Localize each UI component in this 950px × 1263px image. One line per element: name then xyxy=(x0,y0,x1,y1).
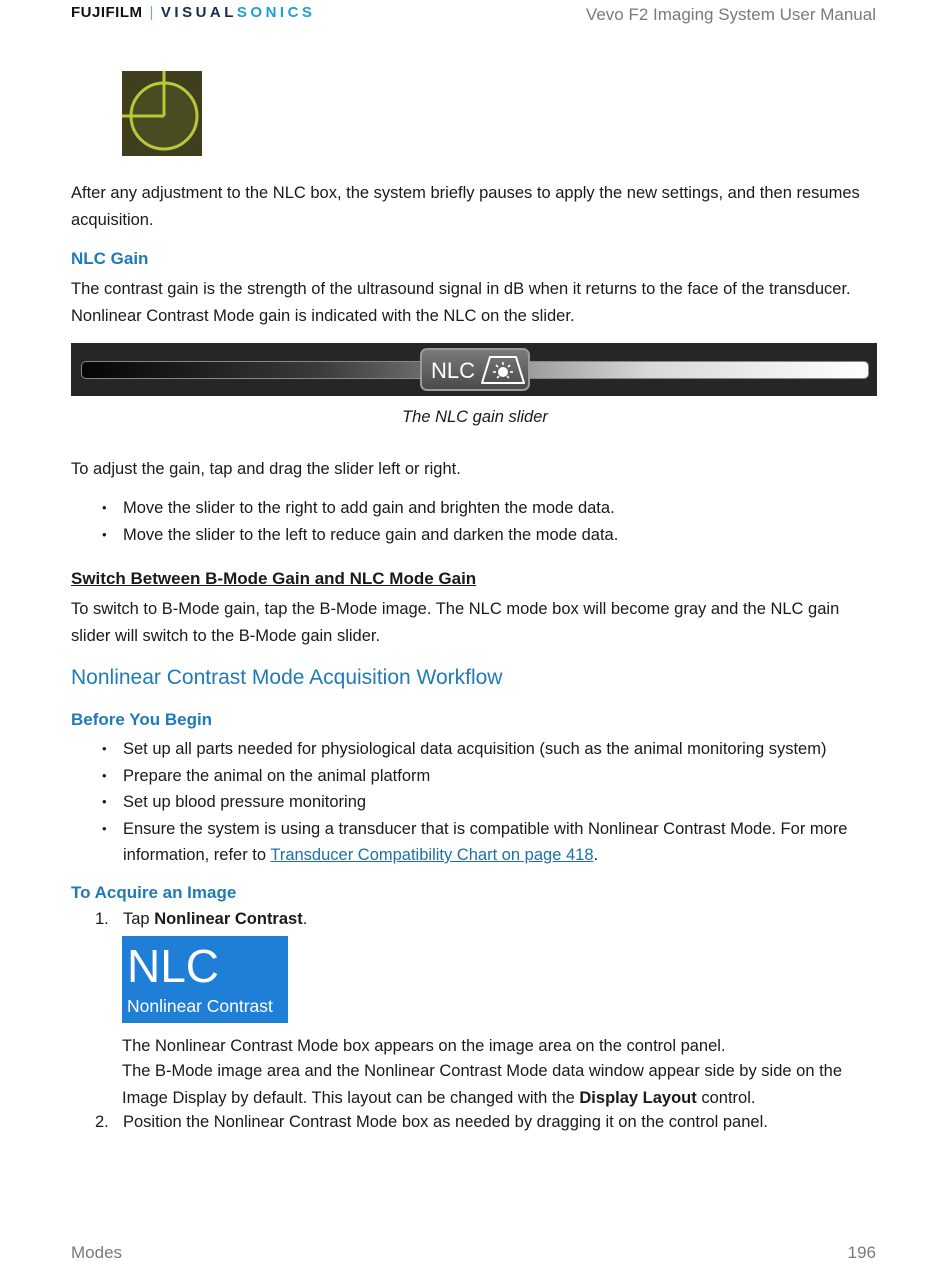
step-1-suffix: . xyxy=(302,910,308,928)
note-2-prefix: The B-Mode image area and the Nonlinear Contrast Mode data window appear side by side on the Image Display by default. This layout can be changed with the xyxy=(122,1062,843,1107)
footer-section: Modes xyxy=(71,1243,123,1262)
list-item: • Set up blood pressure monitoring xyxy=(71,789,881,816)
nlc-box-icon xyxy=(122,71,202,156)
list-item: • Move the slider to the right to add gain and brighten the mode data. xyxy=(71,495,881,522)
list-item: • Set up all parts needed for physiological data acquisition (such as the animal monitoring system) xyxy=(71,736,881,763)
intro-paragraph: After any adjustment to the NLC box, the system briefly pauses to apply the new settings, and then resumes acquisition. xyxy=(71,184,860,229)
step-1-prefix: Tap xyxy=(123,910,155,928)
step-1-note-1: The Nonlinear Contrast Mode box appears on the image area on the control panel. xyxy=(122,1037,726,1055)
adjust-paragraph: To adjust the gain, tap and drag the slider left or right. xyxy=(71,460,461,478)
nlc-gain-slider[interactable] xyxy=(71,343,877,396)
acquire-heading: To Acquire an Image xyxy=(71,883,237,902)
nlc-gain-paragraph: The contrast gain is the strength of the ultrasound signal in dB when it returns to the face of the transducer. Nonlinear Contrast Mode gain is indicated with the NLC on the slider. xyxy=(71,280,851,325)
switch-paragraph: To switch to B-Mode gain, tap the B-Mode image. The NLC mode box will become gray and the NLC gain slider will switch to the B-Mode gain slider. xyxy=(71,600,840,645)
nlc-gain-heading: NLC Gain xyxy=(71,249,149,268)
switch-heading: Switch Between B-Mode Gain and NLC Mode Gain xyxy=(71,569,477,588)
footer-page-number: 196 xyxy=(847,1243,876,1262)
before-you-begin-heading: Before You Begin xyxy=(71,710,213,729)
logo-sonics: SONICS xyxy=(236,4,316,21)
note-2-suffix: control. xyxy=(696,1088,756,1107)
gain-bullet-list xyxy=(71,495,881,548)
list-item: • Move the slider to the left to reduce gain and darken the mode data. xyxy=(71,522,881,549)
workflow-heading: Nonlinear Contrast Mode Acquisition Workflow xyxy=(71,666,503,689)
logo-visual: VISUAL xyxy=(160,4,237,21)
document-title: Vevo F2 Imaging System User Manual xyxy=(585,5,876,24)
nonlinear-contrast-button[interactable] xyxy=(122,936,288,1023)
slider-thumb-label: NLC xyxy=(431,358,476,383)
brand-logo xyxy=(71,4,315,21)
step-1-note-2 xyxy=(122,1058,882,1111)
list-item-text: Ensure the system is using a transducer that is compatible with Nonlinear Contrast Mode. For more information, refer to xyxy=(123,819,848,864)
contrast-bubble-icon xyxy=(480,353,526,387)
slider-thumb[interactable] xyxy=(420,348,530,391)
slider-caption: The NLC gain slider xyxy=(402,408,548,426)
button-small-label: Nonlinear Contrast xyxy=(127,996,273,1016)
step-1-bold: Nonlinear Contrast xyxy=(154,910,303,928)
note-2-bold: Display Layout xyxy=(579,1088,697,1107)
list-item-suffix: . xyxy=(593,846,599,864)
list-item: • Prepare the animal on the animal platform xyxy=(71,763,881,790)
before-bullet-list xyxy=(71,736,881,869)
compatibility-chart-link[interactable]: Transducer Compatibility Chart on page 418 xyxy=(270,846,594,864)
logo-separator: | xyxy=(149,4,154,21)
step-1-text xyxy=(123,910,307,929)
step-2-text: Position the Nonlinear Contrast Mode box as needed by dragging it on the control panel. xyxy=(123,1113,768,1131)
logo-brand: FUJIFILM xyxy=(71,4,143,21)
step-number: 2. xyxy=(95,1113,109,1131)
button-big-label: NLC xyxy=(127,940,220,992)
step-number: 1. xyxy=(95,910,109,928)
list-item xyxy=(71,816,881,869)
